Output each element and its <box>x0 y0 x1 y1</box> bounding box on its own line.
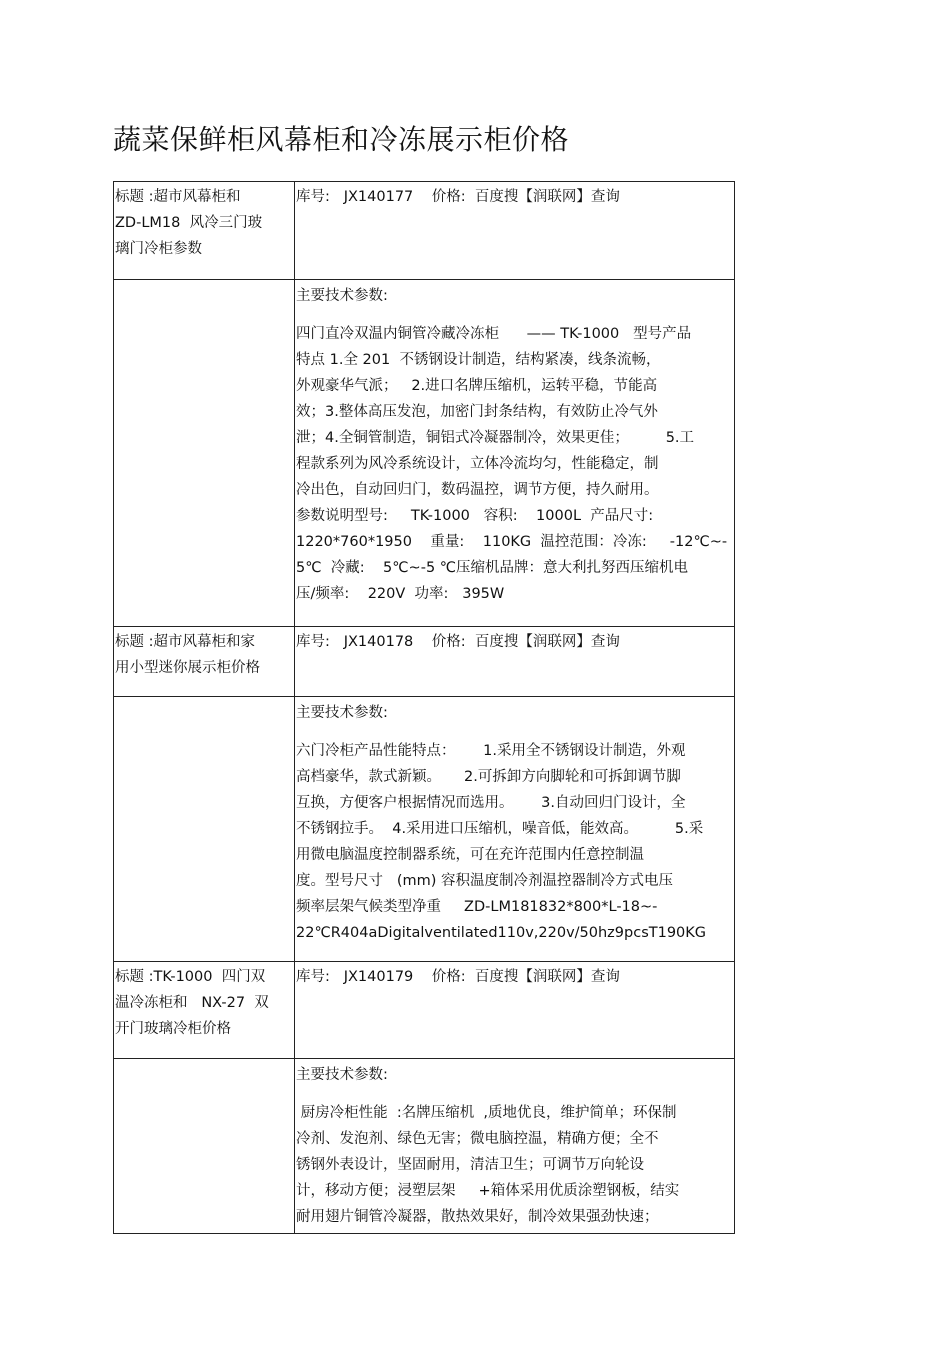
product-title-cell: 标题 :TK-1000 四门双 温冷冻柜和 NX-27 双 开门玻璃冷柜价格 <box>114 962 295 1059</box>
empty-cell <box>114 280 295 627</box>
product-info-cell <box>295 962 735 1059</box>
table-row <box>114 280 735 627</box>
product-table <box>113 181 735 1234</box>
table-row <box>114 627 735 697</box>
product-params-cell: 主要技术参数: 四门直冷双温内铜管冷藏冷冻柜 —— TK-1000 型号产品 特点 1.全 201 不锈钢设计制造，结构紧凑，线条流畅， 外观豪华气派； 2.进口名牌压缩机，运转平稳，节能高 效；3.整体高压发泡，加密门封条结构，有效防止冷气外 泄；4.全铜管制造，铜铝式冷凝器制冷，效果更佳； 5.工 程款系列为风冷系统设计，立体冷流均匀，性能稳定，制 冷出色，自动回归门，数码温控，调节方便，持久耐用。 参数说明型号: TK-1000 容积: 1000L 产品尺寸: 1220*760*1950 重量: 110KG 温控范围：冷冻: -12℃~- 5℃ 冷藏: 5℃~-5 ℃压缩机品牌：意大利扎努西压缩机电 压/频率: 220V 功率: 395W <box>295 280 735 627</box>
product-info: 库号: JX140178 价格: 百度搜【润联网】查询 <box>296 634 620 650</box>
table-row <box>114 962 735 1059</box>
product-info-cell <box>295 182 735 280</box>
product-info: 库号: JX140179 价格: 百度搜【润联网】查询 <box>296 969 620 985</box>
table-row <box>114 697 735 962</box>
product-info: 库号: JX140177 价格: 百度搜【润联网】查询 <box>296 189 620 205</box>
empty-cell <box>114 1059 295 1234</box>
product-params-cell: 主要技术参数: 厨房冷柜性能 :名牌压缩机 ,质地优良，维护简单；环保制 冷剂、发泡剂、绿色无害；微电脑控温，精确方便；全不 锈钢外表设计，坚固耐用，清洁卫生；可调节万向轮设 计，移动方便；浸塑层架 +箱体采用优质涂塑钢板，结实 耐用翅片铜管冷凝器，散热效果好，制冷效果强劲快速； <box>295 1059 735 1234</box>
table-row <box>114 182 735 280</box>
params-label: 主要技术参数: <box>296 288 388 304</box>
empty-cell <box>114 697 295 962</box>
product-title-cell: 标题 :超市风幕柜和 ZD-LM18 风冷三门玻 璃门冷柜参数 <box>114 182 295 280</box>
params-label: 主要技术参数: <box>296 705 388 721</box>
params-label: 主要技术参数: <box>296 1067 388 1083</box>
table-row <box>114 1059 735 1234</box>
page-title: 蔬菜保鲜柜风幕柜和冷冻展示柜价格 <box>113 123 570 156</box>
product-title-cell: 标题 :超市风幕柜和家 用小型迷你展示柜价格 <box>114 627 295 697</box>
product-info-cell <box>295 627 735 697</box>
product-params-cell: 主要技术参数: 六门冷柜产品性能特点： 1.采用全不锈钢设计制造，外观 高档豪华，款式新颖。 2.可拆卸方向脚轮和可拆卸调节脚 互换，方便客户根据情况而选用。 3.自动回归门设计，全 不锈钢拉手。 4.采用进口压缩机，噪音低，能效高。 5.采 用微电脑温度控制器系统，可在充许范围内任意控制温 度。型号尺寸 (mm) 容积温度制冷剂温控器制冷方式电压 频率层架气候类型净重 ZD-LM181832*800*L-18~- 22℃R404aDigitalventilated110v,220v/50hz9pcsT190KG <box>295 697 735 962</box>
